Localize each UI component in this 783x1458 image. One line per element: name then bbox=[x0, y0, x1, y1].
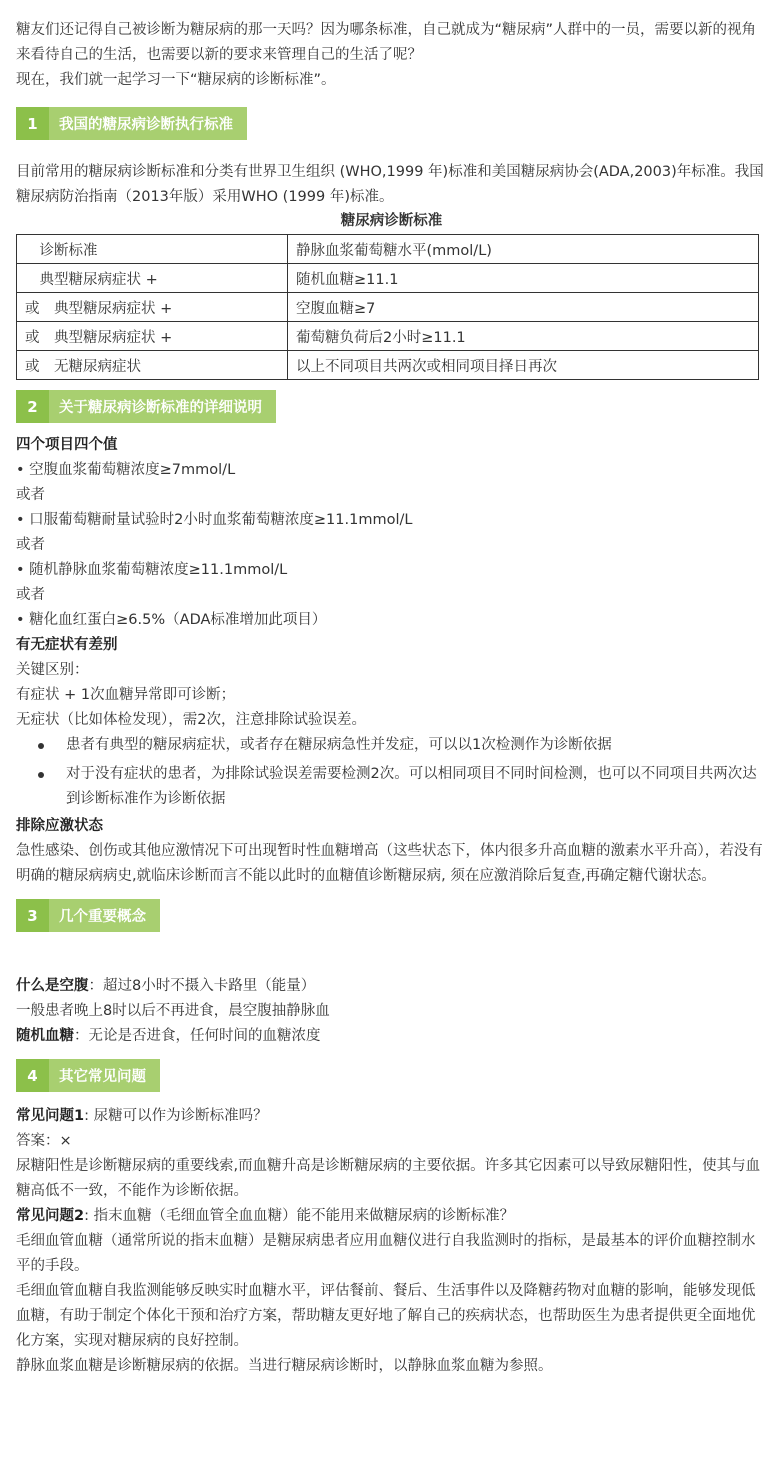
faq-question-1 bbox=[16, 1104, 767, 1129]
faq-text: : 尿糖可以作为诊断标准吗？ bbox=[84, 1108, 268, 1124]
section-number: 4 bbox=[16, 1059, 49, 1092]
fasting-note: 一般患者晚上8时以后不再进食，晨空腹抽静脉血 bbox=[16, 1003, 330, 1019]
random-label: 随机血糖 bbox=[16, 1028, 74, 1044]
faq-answer-1: 答案：× bbox=[16, 1133, 72, 1149]
table-cell: 或 典型糖尿病症状 + bbox=[17, 322, 288, 351]
random-glucose-definition bbox=[16, 1024, 767, 1049]
section-number: 3 bbox=[16, 899, 49, 932]
section-header-1 bbox=[16, 107, 247, 140]
table-row bbox=[17, 351, 759, 380]
section-header-4 bbox=[16, 1059, 160, 1092]
table-cell: 典型糖尿病症状 + bbox=[17, 264, 288, 293]
subheading-stress: 排除应激状态 bbox=[16, 818, 103, 834]
or-text: 或者 bbox=[16, 487, 45, 503]
criteria-item: • 随机静脉血浆葡萄糖浓度≥11.1mmol/L bbox=[16, 562, 288, 578]
table-cell: 或 无糖尿病症状 bbox=[17, 351, 288, 380]
table-cell: 静脉血浆葡萄糖水平(mmol/L) bbox=[288, 235, 759, 264]
standards-paragraph: 目前常用的糖尿病诊断标准和分类有世界卫生组织 (WHO,1999 年)标准和美国糖尿病协会(ADA,2003)年标准。我国糖尿病防治指南（2013年版）采用WHO (1999 年)标准。 bbox=[16, 164, 764, 205]
section-header-2 bbox=[16, 390, 276, 423]
faq-text: : 指末血糖（毛细血管全血血糖）能不能用来做糖尿病的诊断标准？ bbox=[84, 1208, 515, 1224]
fasting-label: 什么是空腹 bbox=[16, 978, 89, 994]
table-cell: 诊断标准 bbox=[17, 235, 288, 264]
key-difference-line: 无症状（比如体检发现），需2次，注意排除试验误差。 bbox=[16, 712, 366, 728]
faq-question-2 bbox=[16, 1204, 767, 1229]
stress-paragraph: 急性感染、创伤或其他应激情况下可出现暂时性血糖增高（这些状态下，体内很多升高血糖的激素水平升高），若没有明确的糖尿病病史,就临床诊断而言不能以此时的血糖值诊断糖尿病, 须在应激消除后复查,再确定糖代谢状态。 bbox=[16, 843, 763, 884]
faq-answer-paragraph: 毛细血管血糖自我监测能够反映实时血糖水平，评估餐前、餐后、生活事件以及降糖药物对血糖的影响，能够发现低血糖，有助于制定个体化干预和治疗方案，帮助糖友更好地了解自己的疾病状态，也帮助医生为患者提供更全面地优化方案，实现对糖尿病的良好控制。 bbox=[16, 1283, 756, 1349]
table-row bbox=[17, 322, 759, 351]
table-cell: 随机血糖≥11.1 bbox=[288, 264, 759, 293]
or-text: 或者 bbox=[16, 537, 45, 553]
section-number: 1 bbox=[16, 107, 49, 140]
fasting-text: ：超过8小时不摄入卡路里（能量） bbox=[88, 978, 316, 994]
key-difference-label: 关键区别： bbox=[16, 662, 89, 678]
section-title: 关于糖尿病诊断标准的详细说明 bbox=[59, 400, 262, 416]
table-row bbox=[17, 293, 759, 322]
faq-answer-1-text: 尿糖阳性是诊断糖尿病的重要线索,而血糖升高是诊断糖尿病的主要依据。许多其它因素可以导致尿糖阳性，使其与血糖高低不一致，不能作为诊断依据。 bbox=[16, 1158, 761, 1199]
section-title: 我国的糖尿病诊断执行标准 bbox=[59, 117, 233, 133]
or-text: 或者 bbox=[16, 587, 45, 603]
fasting-definition bbox=[16, 974, 767, 999]
table-row bbox=[17, 264, 759, 293]
list-item: 对于没有症状的患者，为排除试验误差需要检测2次。可以相同项目不同时间检测，也可以不同项目共两次达到诊断标准作为诊断依据 bbox=[16, 762, 767, 812]
bullet-list bbox=[16, 733, 767, 812]
criteria-item: • 口服葡萄糖耐量试验时2小时血浆葡萄糖浓度≥11.1mmol/L bbox=[16, 512, 413, 528]
intro-paragraph-2: 现在，我们就一起学习一下“糖尿病的诊断标准”。 bbox=[16, 72, 336, 88]
list-item: 患者有典型的糖尿病症状，或者存在糖尿病急性并发症，可以以1次检测作为诊断依据 bbox=[16, 733, 767, 758]
faq-answer-paragraph: 毛细血管血糖（通常所说的指末血糖）是糖尿病患者应用血糖仪进行自我监测时的指标，是最基本的评价血糖控制水平的手段。 bbox=[16, 1233, 756, 1274]
faq-label: 常见问题2 bbox=[16, 1208, 85, 1224]
intro-paragraph: 糖友们还记得自己被诊断为糖尿病的那一天吗？因为哪条标准，自己就成为“糖尿病”人群中的一员，需要以新的视角来看待自己的生活，也需要以新的要求来管理自己的生活了呢？ bbox=[16, 22, 757, 63]
diagnosis-table bbox=[16, 234, 759, 380]
section-header-3 bbox=[16, 899, 160, 932]
table-cell: 空腹血糖≥7 bbox=[288, 293, 759, 322]
table-title: 糖尿病诊断标准 bbox=[340, 213, 443, 229]
section-title: 其它常见问题 bbox=[59, 1069, 146, 1085]
faq-label: 常见问题1 bbox=[16, 1108, 85, 1124]
section-number: 2 bbox=[16, 390, 49, 423]
criteria-item: • 糖化血红蛋白≥6.5%（ADA标准增加此项目） bbox=[16, 612, 327, 628]
random-text: ：无论是否进食，任何时间的血糖浓度 bbox=[74, 1028, 321, 1044]
subheading-four-items: 四个项目四个值 bbox=[16, 437, 118, 453]
table-cell: 以上不同项目共两次或相同项目择日再次 bbox=[288, 351, 759, 380]
faq-answer-paragraph: 静脉血浆血糖是诊断糖尿病的依据。当进行糖尿病诊断时，以静脉血浆血糖为参照。 bbox=[16, 1358, 553, 1374]
table-cell: 或 典型糖尿病症状 + bbox=[17, 293, 288, 322]
key-difference-line: 有症状 + 1次血糖异常即可诊断； bbox=[16, 687, 236, 703]
section-title: 几个重要概念 bbox=[59, 909, 146, 925]
table-cell: 葡萄糖负荷后2小时≥11.1 bbox=[288, 322, 759, 351]
subheading-symptoms: 有无症状有差别 bbox=[16, 637, 118, 653]
criteria-item: • 空腹血浆葡萄糖浓度≥7mmol/L bbox=[16, 462, 236, 478]
table-header-row bbox=[17, 235, 759, 264]
